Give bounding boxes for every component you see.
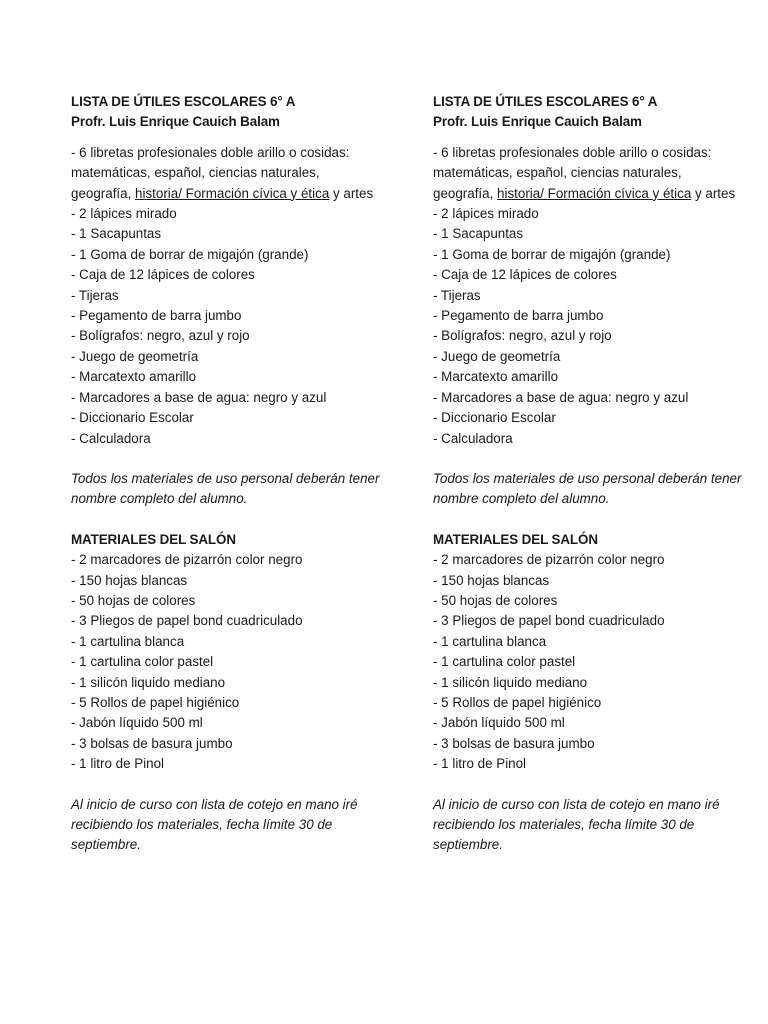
list-item: - 1 silicón liquido mediano xyxy=(71,674,226,690)
personal-note: Todos los materiales de uso personal deberán tener nombre completo del alumno. xyxy=(71,470,380,507)
list-item: - 2 marcadores de pizarrón color negro xyxy=(71,552,303,568)
list-item: - Marcadores a base de agua: negro y azul xyxy=(433,389,689,405)
list-item: - 3 Pliegos de papel bond cuadriculado xyxy=(433,613,665,629)
notebooks-item xyxy=(71,143,381,204)
list-item: - 1 Goma de borrar de migajón (grande) xyxy=(71,246,309,262)
supplies-list xyxy=(433,204,743,449)
list-item: - 150 hojas blancas xyxy=(71,572,188,588)
list-title: LISTA DE ÚTILES ESCOLARES 6° A xyxy=(433,94,658,109)
list-item: - 1 litro de Pinol xyxy=(433,756,527,772)
list-item: - Caja de 12 lápices de colores xyxy=(433,267,617,283)
list-item: - Marcatexto amarillo xyxy=(71,369,197,385)
list-item: - 1 cartulina color pastel xyxy=(71,654,214,670)
notebooks-underlined-subjects: historia/ Formación cívica y ética xyxy=(497,185,692,201)
classroom-heading: MATERIALES DEL SALÓN xyxy=(433,531,598,547)
list-item: - 1 Sacapuntas xyxy=(433,226,524,242)
list-item: - 150 hojas blancas xyxy=(433,572,550,588)
list-item: - 2 lápices mirado xyxy=(433,206,539,222)
list-item: - Pegamento de barra jumbo xyxy=(71,308,242,324)
list-item: - Caja de 12 lápices de colores xyxy=(71,267,255,283)
list-item: - 2 marcadores de pizarrón color negro xyxy=(433,552,665,568)
supplies-list xyxy=(71,204,381,449)
list-item: - Bolígrafos: negro, azul y rojo xyxy=(71,328,250,344)
list-item: - 1 silicón liquido mediano xyxy=(433,674,588,690)
classroom-list xyxy=(433,550,743,774)
list-item: - Jabón líquido 500 ml xyxy=(433,715,565,731)
list-item: - 50 hojas de colores xyxy=(433,592,558,608)
notebooks-underlined-subjects: historia/ Formación cívica y ética xyxy=(135,185,330,201)
list-item: - 1 cartulina blanca xyxy=(71,633,185,649)
list-item: - Tijeras xyxy=(433,287,481,303)
notebooks-item xyxy=(433,143,743,204)
list-item: - Diccionario Escolar xyxy=(433,410,556,426)
teacher-name: Profr. Luis Enrique Cauich Balam xyxy=(433,114,642,130)
list-item: - 1 cartulina color pastel xyxy=(433,654,576,670)
list-item: - Pegamento de barra jumbo xyxy=(433,308,604,324)
classroom-list xyxy=(71,550,381,774)
list-item: - 1 cartulina blanca xyxy=(433,633,547,649)
list-item: - 50 hojas de colores xyxy=(71,592,196,608)
list-item: - 5 Rollos de papel higiénico xyxy=(71,694,240,710)
list-column-left xyxy=(71,92,381,856)
personal-note: Todos los materiales de uso personal deberán tener nombre completo del alumno. xyxy=(433,470,742,507)
list-item: - Marcatexto amarillo xyxy=(433,369,559,385)
list-item: - 1 litro de Pinol xyxy=(71,756,165,772)
list-item: - Juego de geometría xyxy=(433,348,561,364)
list-item: - 5 Rollos de papel higiénico xyxy=(433,694,602,710)
list-item: - Tijeras xyxy=(71,287,119,303)
list-item: - Juego de geometría xyxy=(71,348,199,364)
list-item: - 3 Pliegos de papel bond cuadriculado xyxy=(71,613,303,629)
notebooks-text: - 6 libretas profesionales doble arillo o cosidas: matemáticas, español, ciencias naturales, geografía, xyxy=(433,144,712,201)
list-item: - Diccionario Escolar xyxy=(71,410,194,426)
list-item: - Jabón líquido 500 ml xyxy=(71,715,203,731)
list-item: - 1 Goma de borrar de migajón (grande) xyxy=(433,246,671,262)
list-item: - 1 Sacapuntas xyxy=(71,226,162,242)
classroom-heading: MATERIALES DEL SALÓN xyxy=(71,531,236,547)
teacher-name: Profr. Luis Enrique Cauich Balam xyxy=(71,114,280,130)
notebooks-text-end: y artes xyxy=(691,185,736,201)
list-item: - Calculadora xyxy=(433,430,513,446)
list-item: - 3 bolsas de basura jumbo xyxy=(71,735,233,751)
list-item: - 2 lápices mirado xyxy=(71,206,177,222)
notebooks-text: - 6 libretas profesionales doble arillo o cosidas: matemáticas, español, ciencias naturales, geografía, xyxy=(71,144,350,201)
closing-note: Al inicio de curso con lista de cotejo en mano iré recibiendo los materiales, fecha límite 30 de septiembre. xyxy=(433,796,720,853)
closing-note: Al inicio de curso con lista de cotejo en mano iré recibiendo los materiales, fecha límite 30 de septiembre. xyxy=(71,796,358,853)
list-title: LISTA DE ÚTILES ESCOLARES 6° A xyxy=(71,94,296,109)
list-item: - 3 bolsas de basura jumbo xyxy=(433,735,595,751)
list-item: - Marcadores a base de agua: negro y azul xyxy=(71,389,327,405)
list-column-right xyxy=(433,92,743,856)
list-item: - Calculadora xyxy=(71,430,151,446)
notebooks-text-end: y artes xyxy=(329,185,374,201)
list-item: - Bolígrafos: negro, azul y rojo xyxy=(433,328,612,344)
